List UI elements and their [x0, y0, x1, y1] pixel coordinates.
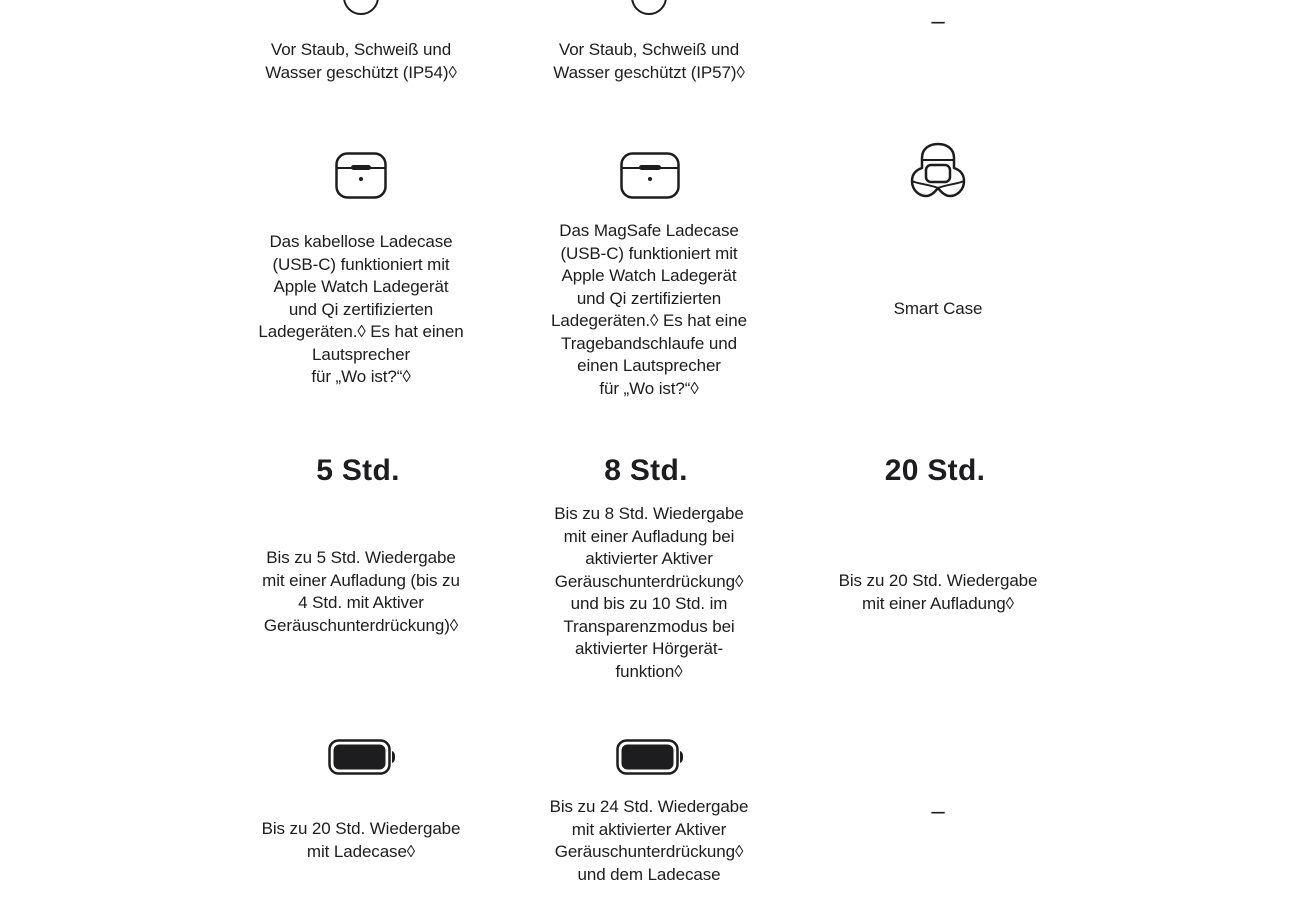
not-available-dash: – [931, 8, 945, 35]
smart-case-icon [908, 142, 968, 200]
battery-hours-description: Bis zu 5 Std. Wiedergabe mit einer Aufladung (bis zu 4 Std. mit Aktiver Geräuschunterdrückung)◊ [262, 548, 460, 635]
battery-full-icon [616, 739, 684, 775]
case-battery-description: Bis zu 20 Std. Wiedergabe mit Ladecase◊ [261, 819, 461, 861]
charging-case-icon [335, 152, 387, 200]
battery-full-icon [328, 739, 396, 775]
water-resistance-text: Vor Staub, Schweiß und Wasser geschützt (IP54)◊ [265, 40, 457, 82]
water-resistance-text: Vor Staub, Schweiß und Wasser geschützt (IP57)◊ [553, 40, 745, 82]
charging-case-icon [620, 152, 680, 200]
case-description: Smart Case [893, 299, 983, 318]
case-description: Das MagSafe Ladecase (USB-C) funktioniert mit Apple Watch Ladegerät und Qi zertifizierten Ladegeräten.◊ Es hat eine Tragebandschlaufe und einen Lautsprecher für „Wo ist?“◊ [551, 221, 747, 398]
water-resistance-icon [630, 0, 668, 18]
battery-hours-headline: 20 Std. [884, 454, 986, 487]
water-resistance-icon [342, 0, 380, 18]
not-available-dash: – [931, 798, 945, 825]
battery-hours-headline: 8 Std. [604, 454, 688, 487]
battery-hours-headline: 5 Std. [316, 454, 400, 487]
battery-hours-description: Bis zu 20 Std. Wiedergabe mit einer Aufladung◊ [838, 571, 1038, 613]
case-battery-description: Bis zu 24 Std. Wiedergabe mit aktivierter Aktiver Geräuschunterdrückung◊ und dem Ladecase [549, 797, 749, 884]
case-description: Das kabellose Ladecase (USB-C) funktioniert mit Apple Watch Ladegerät und Qi zertifizierten Ladegeräten.◊ Es hat einen Lautsprecher für „Wo ist?“◊ [258, 232, 464, 386]
battery-hours-description: Bis zu 8 Std. Wiedergabe mit einer Aufladung bei aktivierter Aktiver Geräuschunterdrückung◊ und bis zu 10 Std. im Transparenzmodus bei aktivierter Hörgerät- funktion◊ [554, 504, 744, 681]
